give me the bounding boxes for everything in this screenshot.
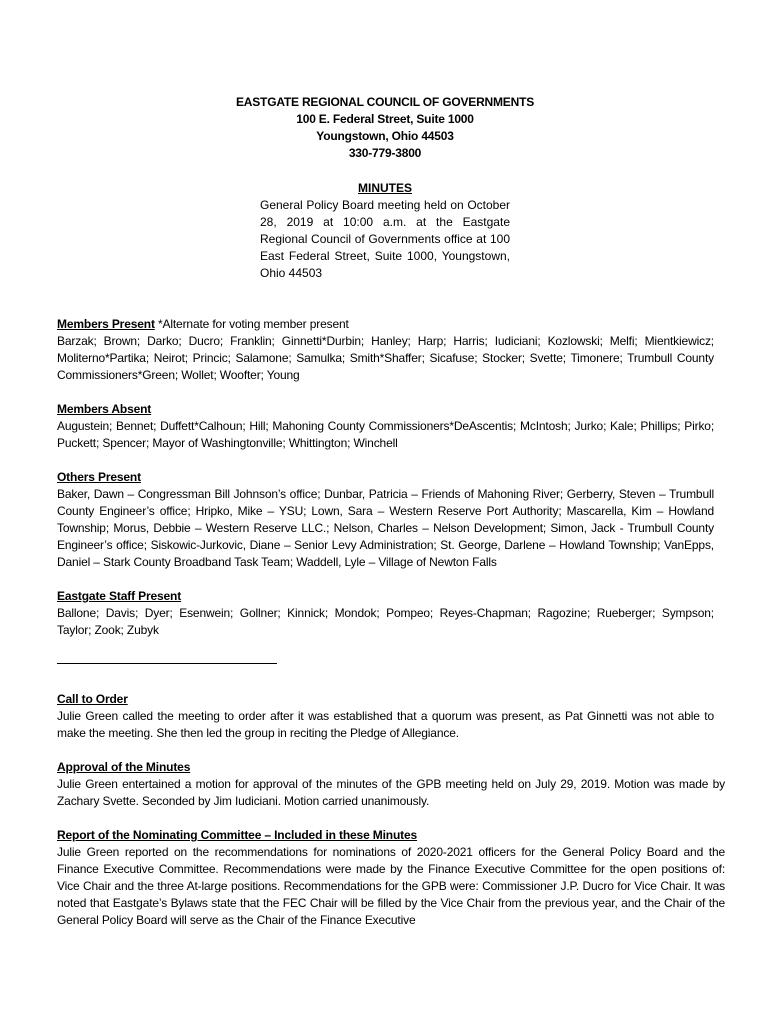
members-absent-list: Augustein; Bennet; Duffett*Calhoun; Hill; Mahoning County Commissioners*DeAscentis; McIntosh; Jurko; Kale; Phillips; Pirko; Puckett; Spencer; Mayor of Washingtonville; Whittington; Winchell — [57, 419, 714, 450]
others-present-heading: Others Present — [57, 470, 141, 484]
approval-section — [57, 759, 725, 810]
approval-text: Julie Green entertained a motion for approval of the minutes of the GPB meeting held on July 29, 2019. Motion was made by Zachary Svette. Seconded by Jim Iudiciani. Motion carried unanimously. — [57, 777, 725, 808]
address-line-2: Youngstown, Ohio 44503 — [316, 129, 454, 143]
members-present-section — [57, 316, 714, 384]
call-to-order-section — [57, 691, 714, 742]
nominating-section — [57, 827, 725, 929]
divider-line — [57, 663, 277, 664]
nominating-heading: Report of the Nominating Committee – Included in these Minutes — [57, 828, 418, 842]
minutes-description: General Policy Board meeting held on October 28, 2019 at 10:00 a.m. at the Eastgate Regional Council of Governments office at 100 East Federal Street, Suite 1000, Youngstown, Ohio 44503 — [260, 198, 510, 280]
address-line-1: 100 E. Federal Street, Suite 1000 — [296, 112, 474, 126]
call-to-order-text: Julie Green called the meeting to order after it was established that a quorum was present, as Pat Ginnetti was not able to make the meeting. She then led the group in reciting the Pledge of Allegiance. — [57, 709, 714, 740]
org-name: EASTGATE REGIONAL COUNCIL OF GOVERNMENTS — [235, 95, 535, 109]
minutes-block — [260, 180, 510, 282]
call-to-order-heading: Call to Order — [57, 692, 128, 706]
others-present-list: Baker, Dawn – Congressman Bill Johnson’s office; Dunbar, Patricia – Friends of Mahoning River; Gerberry, Steven – Trumbull County Engineer’s office; Hripko, Mike – YSU; Lown, Sara – Western Reserve Port Authority; Mascarella, Kim – Howland Township; Morus, Debbie – Western Reserve LLC.; Nelson, Charles – Nelson Development; Simon, Jack - Trumbull County Engineer’s office; Siskowic-Jurkovic, Diane – Senior Levy Administration; St. George, Darlene – Howland Township; VanEpps, Daniel – Stark County Broadband Task Team; Waddell, Lyle – Village of Newton Falls — [57, 487, 714, 569]
staff-present-heading: Eastgate Staff Present — [57, 589, 182, 603]
staff-present-list: Ballone; Davis; Dyer; Esenwein; Gollner; Kinnick; Mondok; Pompeo; Reyes-Chapman; Ragozine; Rueberger; Sympson; Taylor; Zook; Zubyk — [57, 606, 714, 637]
minutes-title: MINUTES — [358, 181, 412, 195]
members-absent-section — [57, 401, 714, 452]
approval-heading: Approval of the Minutes — [57, 760, 191, 774]
members-absent-heading: Members Absent — [57, 402, 152, 416]
members-present-list: Barzak; Brown; Darko; Ducro; Franklin; Ginnetti*Durbin; Hanley; Harp; Harris; Iudiciani; Kozlowski; Melfi; Mientkiewicz; Moliterno*Partika; Neirot; Princic; Salamone; Samulka; Smith*Shaffer; Sicafuse; Stocker; Svette; Timonere; Trumbull County Commissioners*Green; Wollet; Woofter; Young — [57, 334, 714, 382]
nominating-text: Julie Green reported on the recommendations for nominations of 2020-2021 officers for the General Policy Board and the Finance Executive Committee. Recommendations were made by the Finance Executive Committee for the open positions of: Vice Chair and the three At-large positions. Recommendations for the GPB were: Commissioner J.P. Ducro for Vice Chair. It was noted that Eastgate’s Bylaws state that the FEC Chair will be filled by the Vice Chair from the previous year, and the Chair of the General Policy Board will serve as the Chair of the Finance Executive — [57, 845, 725, 927]
alternate-note: *Alternate for voting member present — [154, 317, 349, 331]
phone-number: 330-779-3800 — [348, 146, 422, 160]
staff-present-section — [57, 588, 714, 639]
others-present-section — [57, 469, 714, 571]
letterhead — [0, 94, 770, 162]
members-present-heading: Members Present — [57, 317, 155, 331]
